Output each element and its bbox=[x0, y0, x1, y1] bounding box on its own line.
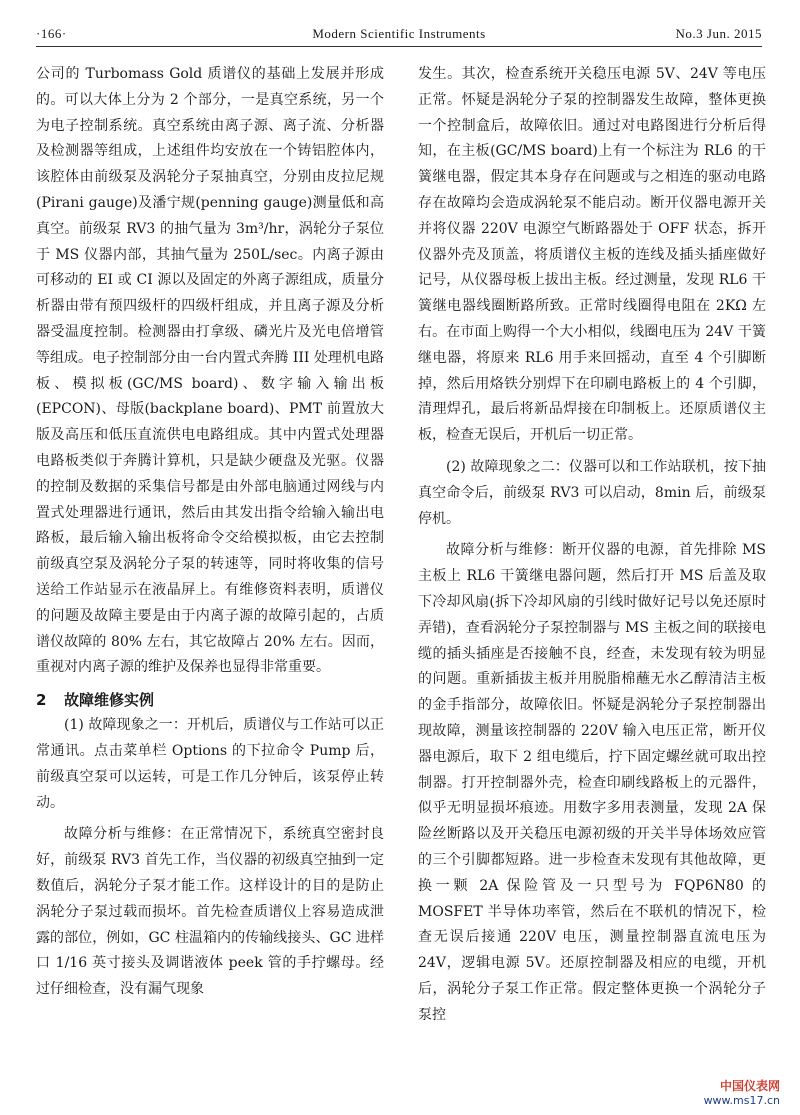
header-rule bbox=[36, 46, 762, 47]
running-header bbox=[36, 26, 762, 46]
left-column bbox=[36, 62, 384, 1003]
right-paragraph-3: 故障分析与维修：断开仪器的电源，首先排除 MS 主板上 RL6 干簧继电器问题，然后打开 MS 后盖及取下冷却风扇(拆下冷却风扇的引线时做好记号以免还原时弄错)，查看涡轮分子泵控制器与 MS 主板之间的联接电缆的插头插座是否接触不良，经查，未发现有较为明显的问题。重新插拔主板并用脱脂棉蘸无水乙醇清洁主板的金手指部分，故障依旧。怀疑是涡轮分子泵控制器出现故障，测量该控制器的 220V 输入电压正常，断开仪器电源后，取下 2 组电缆后，拧下固定螺丝就可取出控制器。打开控制器外壳，检查印刷线路板上的元器件，似乎无明显损坏痕迹。用数字多用表测量，发现 2A 保险丝断路以及开关稳压电源初级的开关半导体场效应管的三个引脚都短路。进一步检查未发现有其他故障，更换一颗 2A 保险管及一只型号为 FQP6N80 的 MOSFET 半导体功率管，然后在不联机的情况下，检查无误后接通 220V 电压，测量控制器直流电压为 24V，逻辑电源 5V。还原控制器及相应的电缆，开机后，涡轮分子泵工作正常。假定整体更换一个涡轮分子泵控 bbox=[418, 542, 766, 1023]
section-number: 2 bbox=[36, 691, 47, 710]
section-heading bbox=[36, 687, 384, 713]
page-number: ·166· bbox=[36, 26, 67, 41]
left-paragraph-3: 故障分析与维修：在正常情况下，系统真空密封良好，前级泵 RV3 首先工作，当仪器的初级真空抽到一定数值后，涡轮分子泵才能工作。这样设计的目的是防止涡轮分子泵过载而损坏。首先检查质谱仪上容易造成泄露的部位，例如，GC 柱温箱内的传输线接头、GC 进样口 1/16 英寸接头及调谐液体 peek 管的手拧螺母。经过仔细检查，没有漏气现象 bbox=[36, 826, 384, 998]
issue-info: No.3 Jun. 2015 bbox=[675, 26, 762, 41]
watermark-logo bbox=[704, 1077, 780, 1107]
right-paragraph-1: 发生。其次，检查系统开关稳压电源 5V、24V 等电压正常。怀疑是涡轮分子泵的控制器发生故障，整体更换一个控制盒后，故障依旧。通过对电路图进行分析后得知，在主板(GC/MS board)上有一个标注为 RL6 的干簧继电器，假定其本身存在问题或与之相连的驱动电路存在故障均会造成涡轮泵不能启动。断开仪器电源开关并将仪器 220V 电源空气断路器处于 OFF 状态，拆开仪器外壳及顶盖，将质谱仪主板的连线及插头插座做好记号，从仪器母板上拔出主板。经过测量，发现 RL6 干簧继电器线圈断路所致。正常时线圈得电阻在 2KΩ 左右。在市面上购得一个大小相似，线圈电压为 24V 干簧继电器，将原来 RL6 用手来回摇动，直至 4 个引脚断掉，然后用烙铁分别焊下在印刷电路板上的 4 个引脚，清理焊孔，最后将新品焊接在印制板上。还原质谱仪主板，检查无误后，开机后一切正常。 bbox=[418, 66, 766, 444]
section-title: 故障维修实例 bbox=[64, 691, 155, 710]
journal-name: Modern Scientific Instruments bbox=[312, 26, 486, 41]
watermark-line-2: www.ms17.cn bbox=[703, 1094, 780, 1107]
left-paragraph-2: (1) 故障现象之一：开机后，质谱仪与工作站可以正常通讯。点击菜单栏 Options 的下拉命令 Pump 后，前级真空泵可以运转，可是工作几分钟后，该泵停止转动。 bbox=[36, 717, 384, 811]
right-paragraph-2: (2) 故障现象之二：仪器可以和工作站联机，按下抽真空命令后，前级泵 RV3 可以启动，8min 后，前级泵停机。 bbox=[418, 458, 766, 527]
right-column bbox=[418, 62, 766, 1028]
left-paragraph-1: 公司的 Turbomass Gold 质谱仪的基础上发展并形成的。可以大体上分为 2 个部分，一是真空系统，另一个为电子控制系统。真空系统由离子源、离子流、分析器及检测器等组成，上述组件均安放在一个铸铝腔体内，该腔体由前级泵及涡轮分子泵抽真空，分别由皮拉尼规(Pirani gauge)及潘宁规(penning gauge)测量低和高真空。前级泵 RV3 的抽气量为 3m³/hr，涡轮分子泵位于 MS 仪器内部，其抽气量为 250L/sec。内离子源由可移动的 EI 或 CI 源以及固定的外离子源组成，质量分析器由带有预四级杆的四级杆组成，并且离子源及分析器受温度控制。检测器由打拿级、磷光片及光电倍增管等组成。电子控制部分由一台内置式奔腾 III 处理机电路板、模拟板(GC/MS board)、数字输入输出板(EPCON)、母版(backplane board)、PMT 前置放大版及高压和低压直流供电电路组成。其中内置式处理器电路板类似于奔腾计算机，只是缺少硬盘及光驱。仪器的控制及数据的采集信号都是由外部电脑通过网线与内置式处理器进行通讯，然后由其发出指令给输入输出电路板，最后输入输出板将命令交给模拟板，由它去控制前级真空泵及涡轮分子泵的转速等，同时将收集的信号送给工作站显示在液晶屏上。有维修资料表明，质谱仪的问题及故障主要是由于内离子源的故障引起的，占质谱仪故障的 80% 左右，其它故障占 20% 左右。因而，重视对内离子源的维护及保养也显得非常重要。 bbox=[36, 66, 384, 676]
watermark-line-1: 中国仪表网 bbox=[719, 1079, 780, 1093]
